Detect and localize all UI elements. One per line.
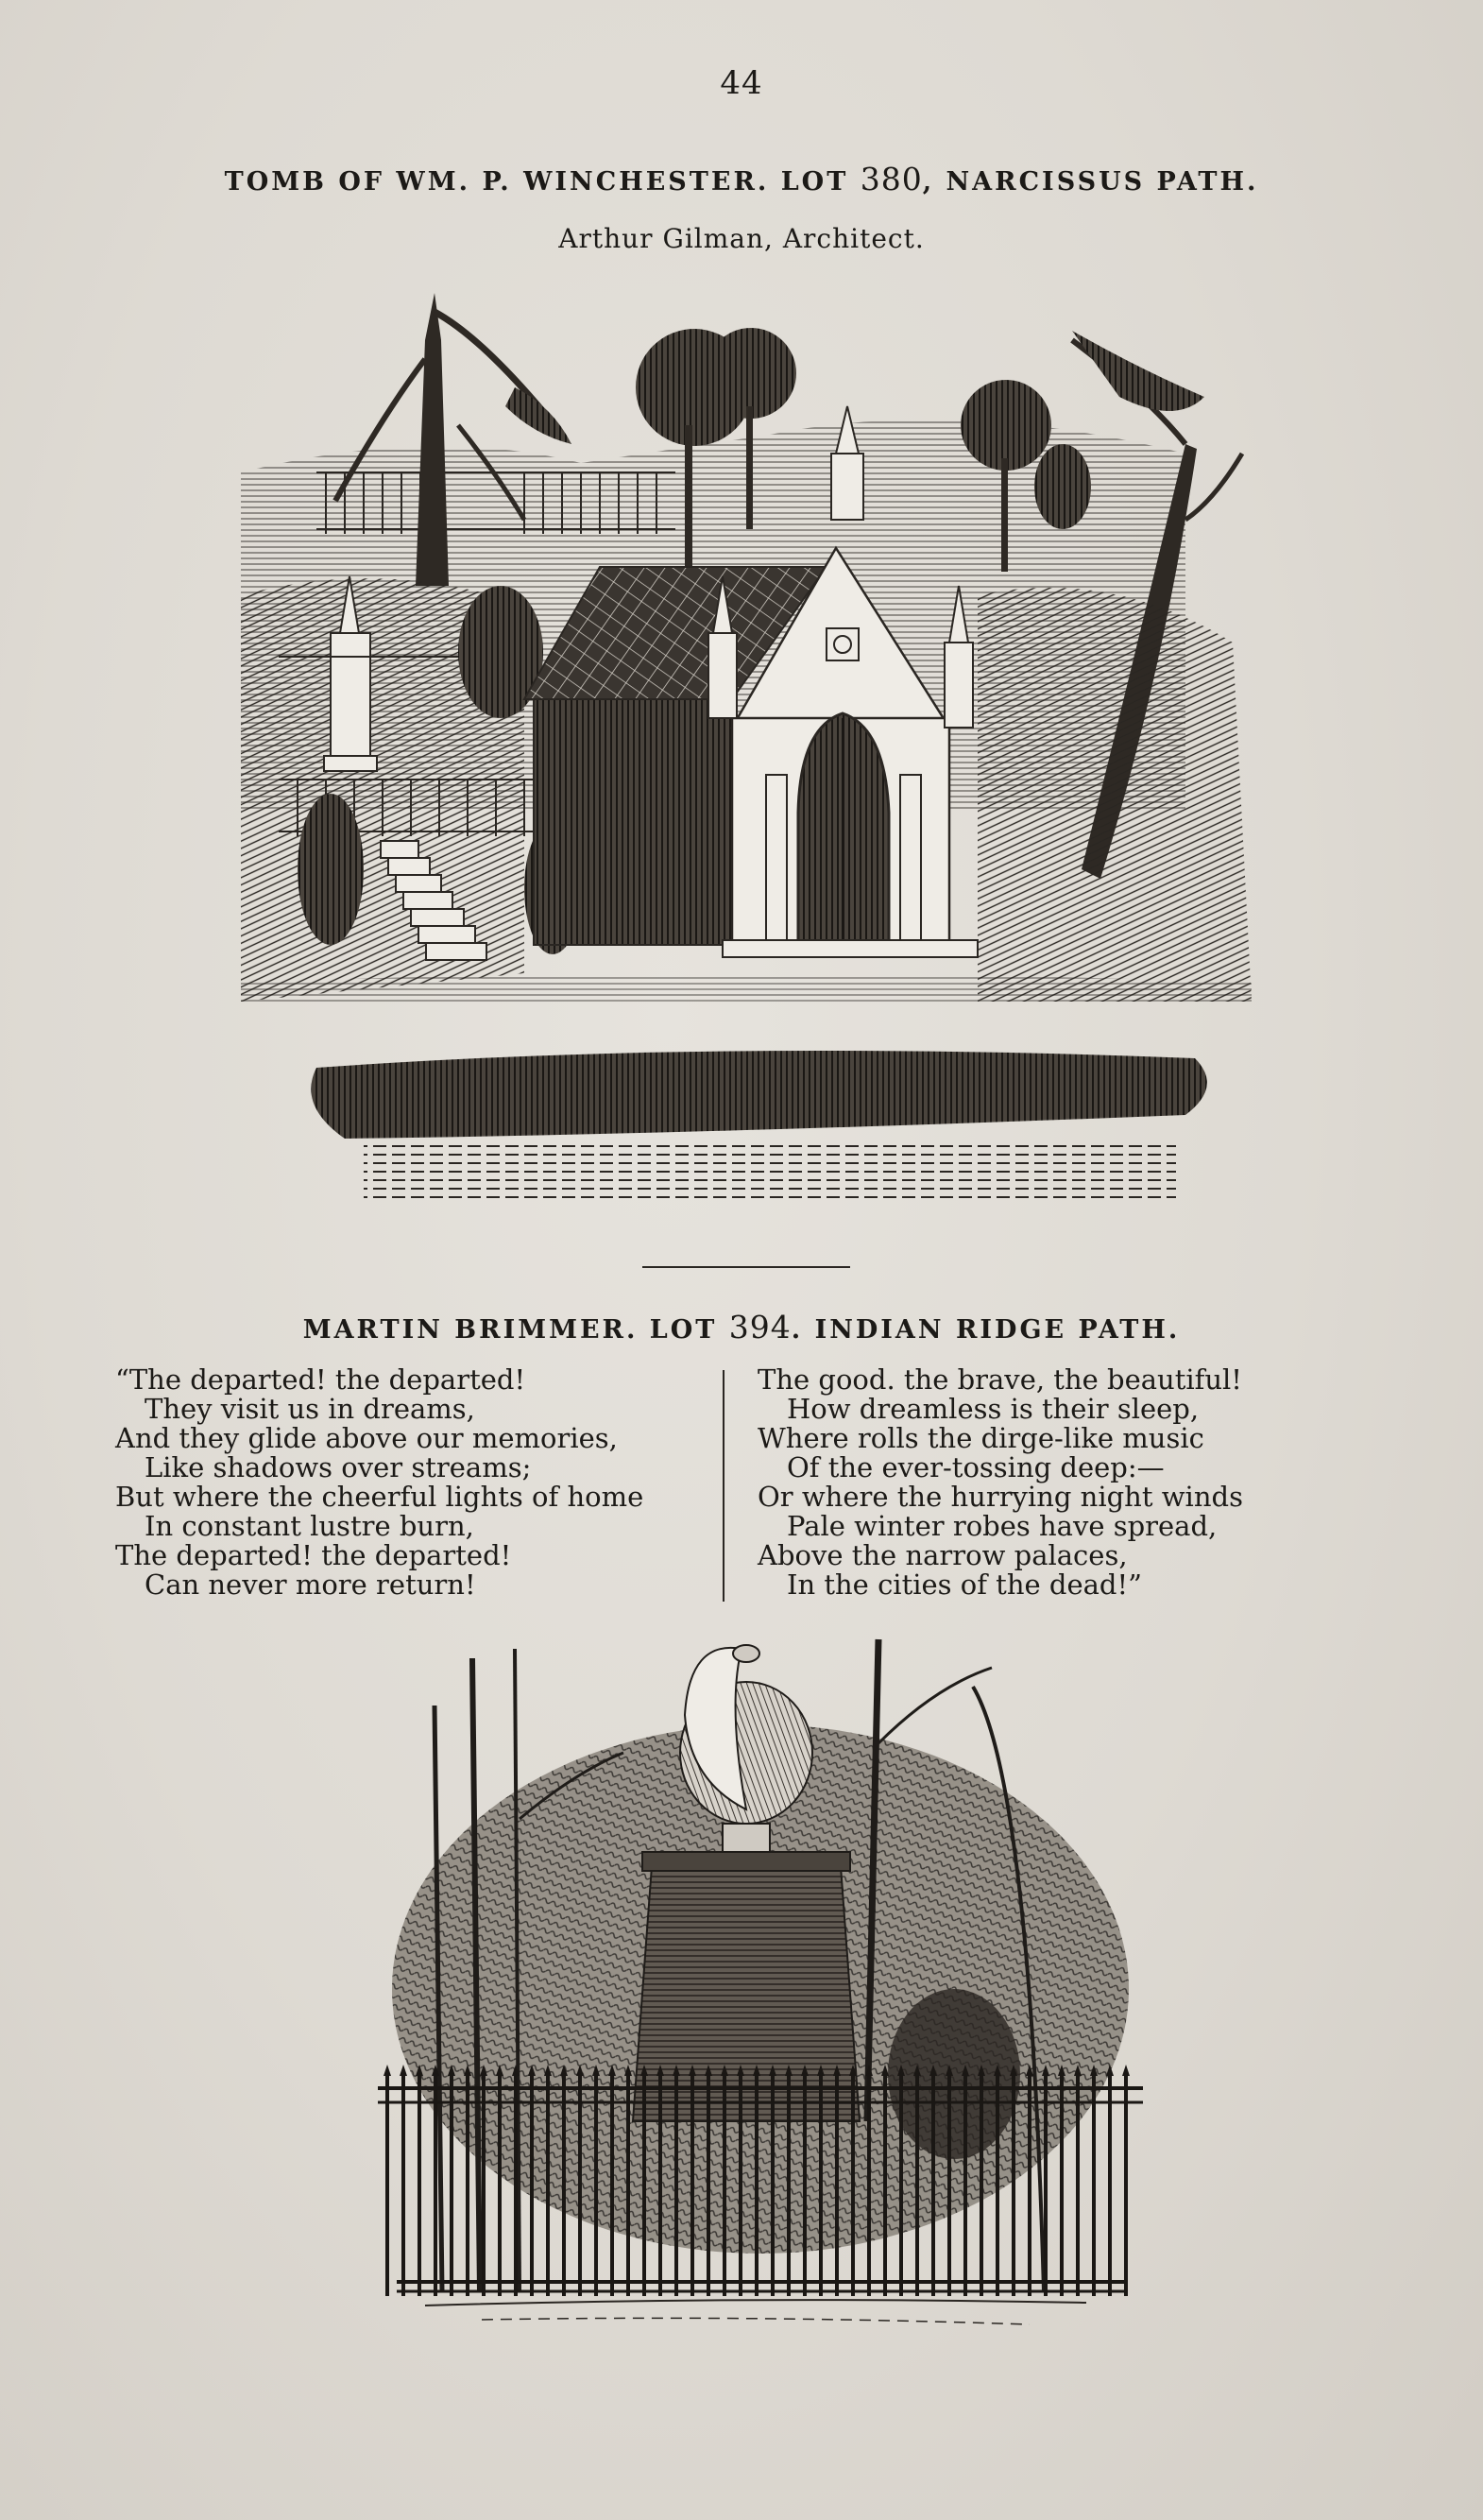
engraving-urn-monument [368,1630,1152,2348]
section-divider-rule [642,1266,850,1268]
poem-line: Pale winter robes have spread, [787,1510,1218,1542]
entry-heading-brimmer [0,1309,1483,1346]
poem-line: Or where the hurrying night winds [758,1481,1243,1513]
poem-line: How dreamless is their sleep, [787,1393,1200,1425]
poem-line: Like shadows over streams; [145,1451,532,1483]
heading-text-path: , NARCISSUS PATH. [922,167,1259,197]
entry-heading-winchester [0,161,1483,197]
page-number: 44 [720,64,763,102]
fence-finial [1122,2065,1130,2076]
shrub [298,794,364,945]
fence-finial [384,2065,391,2076]
pedestal [633,1852,860,2121]
lot-number: 394 [728,1309,792,1346]
tomb-illustration [241,283,1252,1219]
heading-text: TOMB OF WM. P. WINCHESTER. LOT [224,167,861,197]
poem-line: Where rolls the dirge-like music [758,1422,1204,1454]
pond-bank [311,1051,1207,1139]
poem-line: Can never more return! [145,1569,476,1601]
urn-monument-illustration [368,1630,1152,2348]
poem-line: The departed! the departed! [115,1539,512,1571]
heading-text-path: . INDIAN RIDGE PATH. [791,1315,1181,1345]
poem-line: “The departed! the departed! [115,1363,526,1396]
ground-line [425,2300,1086,2306]
poem-line: In constant lustre burn, [145,1510,474,1542]
poem-line: The good. the brave, the beautiful! [758,1363,1242,1396]
poem-line: In the cities of the dead!” [787,1569,1142,1601]
architect-credit: Arthur Gilman, Architect. [558,223,925,254]
poem-column-divider [723,1370,724,1602]
poem-line: Above the narrow palaces, [758,1539,1128,1571]
poem-column-right [758,1365,1243,1600]
lot-number: 380 [860,161,923,197]
heading-text: MARTIN BRIMMER. LOT [302,1315,729,1345]
fence-finial [400,2065,407,2076]
poem-line: But where the cheerful lights of home [115,1481,644,1513]
poem-column-left [115,1365,643,1600]
poem-line: They visit us in dreams, [145,1393,475,1425]
engraving-gothic-tomb [241,283,1252,1219]
right-hillside [978,588,1252,1002]
poem-line: Of the ever-tossing deep:— [787,1451,1165,1483]
pond-water [364,1139,1176,1205]
poem-line: And they glide above our memories, [115,1422,618,1454]
ground-line [482,2318,1030,2324]
